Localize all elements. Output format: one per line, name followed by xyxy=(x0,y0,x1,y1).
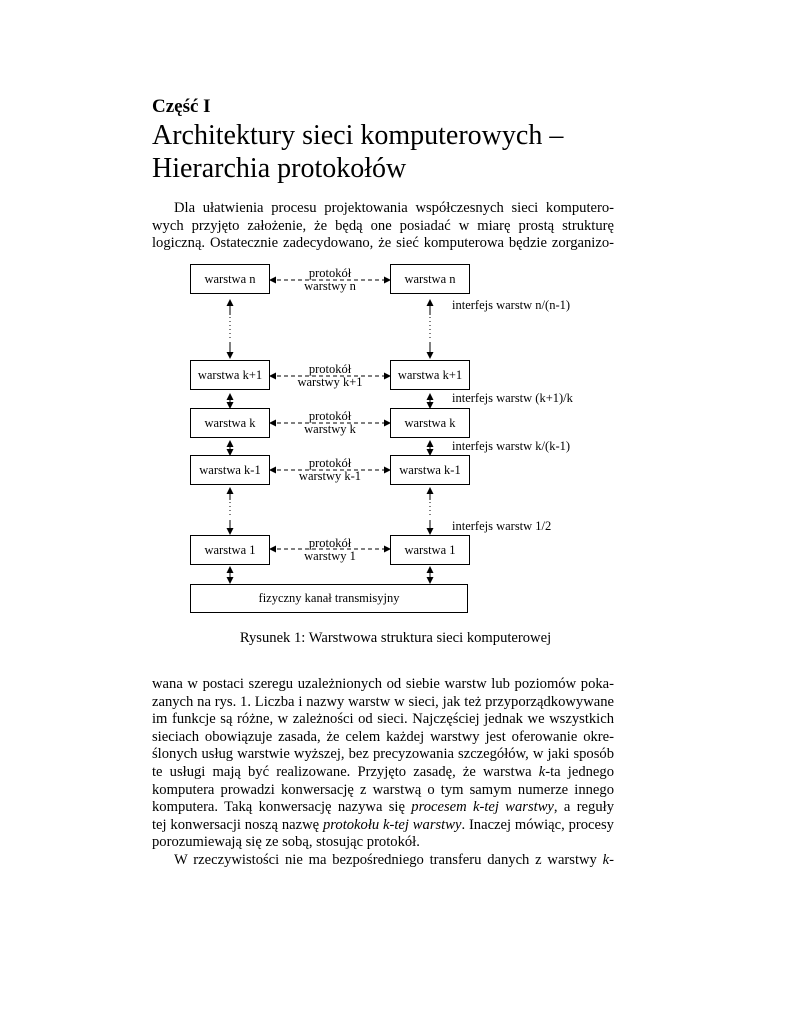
italic-trailing: k- xyxy=(602,851,614,868)
interface-label-1: interfejs warstw 1/2 xyxy=(452,519,552,533)
left-layer-k1: warstwa k+1 xyxy=(190,360,270,390)
text-line: wana w postaci szeregu uzależnionych od siebie warstw lub poziomów poka- xyxy=(152,676,614,692)
text-line: ślonych usług warstwie wyższej, bez precyzowania szczegółów, w jaki sposób xyxy=(152,746,614,763)
body-paragraph xyxy=(152,676,614,870)
text-line xyxy=(152,799,614,817)
right-layer-1: warstwa 1 xyxy=(390,535,470,565)
text-line xyxy=(152,764,614,782)
right-layer-k1: warstwa k+1 xyxy=(390,360,470,390)
physical-channel-box: fizyczny kanał transmisyjny xyxy=(190,584,468,613)
protocol-word: protokół xyxy=(308,266,352,280)
text-fragment: , a reguły xyxy=(553,799,614,816)
protocol-layer: warstwy k+1 xyxy=(297,375,363,389)
text-fragment: tej konwersacji noszą nazwę xyxy=(152,816,320,833)
left-layer-k: warstwa k xyxy=(190,408,270,438)
text-line: im funkcje są różne, w zależności od sieci. Najczęściej jednak we wszystkich xyxy=(152,711,614,728)
protocol-label-km1 xyxy=(280,457,380,483)
text-line: sieciach obowiązuje zasada, że celem każdej warstwy jest oferowanie okre- xyxy=(152,728,614,745)
term-protocol: protokołu k-tej warstwy xyxy=(322,816,462,833)
text-line: komputera prowadzi konwersację z warstwą o tym samym numerze innego xyxy=(152,781,614,798)
text-fragment: -ta jednego xyxy=(545,763,614,780)
interface-label-k1: interfejs warstw (k+1)/k xyxy=(452,391,573,405)
text-fragment: komputera. Taką konwersację nazywa się xyxy=(152,799,405,816)
text-line: zanych na rys. 1. Liczba i nazwy warstw w sieci, jak też przyporządkowywane xyxy=(152,693,614,710)
left-layer-km1: warstwa k-1 xyxy=(190,455,270,485)
protocol-label-k xyxy=(280,410,380,436)
title-line-2: Hierarchia protokołów xyxy=(152,153,407,184)
term-process: procesem k-tej warstwy xyxy=(411,799,554,816)
text-fragment: . Inaczej mówiąc, procesy xyxy=(461,816,614,833)
text-line xyxy=(152,817,614,835)
protocol-word: protokół xyxy=(308,362,352,376)
protocol-label-n xyxy=(280,267,380,293)
interface-label-k: interfejs warstw k/(k-1) xyxy=(452,439,571,453)
title-line-1: Architektury sieci komputerowych – xyxy=(152,120,564,151)
protocol-word: protokół xyxy=(308,409,352,423)
interface-label-n: interfejs warstw n/(n-1) xyxy=(452,298,571,312)
text-line: logiczną. Ostatecznie zadecydowano, że sieć komputerowa będzie zorganizo- xyxy=(152,235,614,252)
protocol-word: protokół xyxy=(308,536,352,550)
left-layer-1: warstwa 1 xyxy=(190,535,270,565)
right-layer-n: warstwa n xyxy=(390,264,470,294)
right-layer-k: warstwa k xyxy=(390,408,470,438)
protocol-label-1 xyxy=(280,537,380,563)
left-layer-n: warstwa n xyxy=(190,264,270,294)
figure-caption: Rysunek 1: Warstwowa struktura sieci komputerowej xyxy=(239,630,552,646)
protocol-layer: warstwy 1 xyxy=(304,549,356,563)
text-line xyxy=(152,852,614,870)
part-label: Część I xyxy=(152,96,211,117)
protocol-word: protokół xyxy=(308,456,352,470)
protocol-label-k1 xyxy=(280,363,380,389)
text-line: porozumiewają się ze sobą, stosując protokół. xyxy=(152,834,420,851)
italic-k: k xyxy=(538,763,546,780)
text-fragment: te usługi mają być realizowane. Przyjęto zasadę, że warstwa xyxy=(152,763,532,780)
text-line: wych przyjęto założenie, że będą one posiadać w miarę prostą strukturę xyxy=(152,217,614,234)
text-line: Dla ułatwienia procesu projektowania współczesnych sieci komputero- xyxy=(174,200,614,216)
protocol-layer: warstwy k xyxy=(304,422,356,436)
right-layer-km1: warstwa k-1 xyxy=(390,455,470,485)
text-fragment: W rzeczywistości nie ma bezpośredniego transferu danych z warstwy xyxy=(174,851,597,868)
protocol-layer: warstwy k-1 xyxy=(298,469,362,483)
protocol-layer: warstwy n xyxy=(304,279,356,293)
